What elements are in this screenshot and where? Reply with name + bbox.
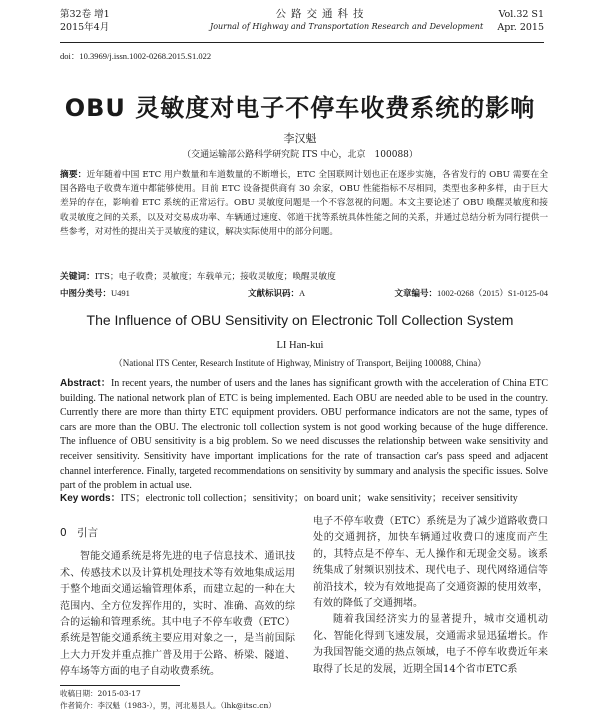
footnote-divider bbox=[60, 685, 180, 686]
classification-row bbox=[60, 287, 548, 300]
abstract-cn bbox=[60, 168, 548, 239]
author-en: LI Han-kui bbox=[276, 340, 324, 351]
title-cn: OBU 灵敏度对电子不停车收费系统的影响 bbox=[64, 94, 536, 122]
abstract-cn-text: 近年随着中国 ETC 用户数量和车道数量的不断增长，ETC 全国联网计划也正在逐步实施，各省发行的 OBU 需要在全国各路电子收费车道中都能够使用。目前 ETC 设备提供商有 30 余家，OBU 性能指标不尽相同，类型也多种多样，由于巨大差异的存在，影响着 ETC 系统的正常运行。OBU 灵敏度问题是一个不容忽视的问题。本文主要论述了 OBU 唤醒灵敏度和接收灵敏度之间的关系，以及对交易成功率、车辆通过速度、邻道干扰等系统具体性能之间的关系，并通过总结分析为同行提供一些参考，对对性的提出关于灵敏度的建议，解决实际使用中的部分问题。 bbox=[60, 170, 549, 237]
date-cn: 2015年4月 bbox=[60, 22, 110, 33]
abstract-cn-label: 摘要： bbox=[60, 170, 87, 180]
body-paragraph: 智能交通系统是将先进的电子信息技术、通讯技术、传感技术以及计算机处理技术等有效地集成运用于整个地面交通运输管理体系，而建立起的一种在大范围内、全方位发挥作用的，实时、准确、高效的综合的运输和管理系统。其中电子不停车收费（ETC）系统是智能交通系统主要应用对象之一，是当前国际上大力开发并重点推广普及用于公路、桥梁、隧道、停车场等方面的电子自动收费系统。 bbox=[60, 551, 295, 678]
keywords-en-text: ITS；electronic toll collection；sensitivity；on board unit；wake sensitivity；receiver sensitivity bbox=[120, 493, 518, 504]
article-number: 文章编号：1002-0268（2015）S1-0125-04 bbox=[394, 288, 548, 299]
body-paragraph: 随着我国经济实力的显著提升，城市交通机动化、智能化得到飞速发展，交通需求显迅猛增长。作为我国智能交通的热点领域，电子不停车收费近年来取得了长足的发展，近期全国14个省市ETC系 bbox=[313, 614, 548, 675]
footnote-received: 收稿日期：2015-03-17 bbox=[60, 689, 141, 698]
abstract-en bbox=[60, 377, 548, 494]
header-left bbox=[60, 8, 110, 34]
header-right bbox=[497, 8, 544, 34]
keywords-cn bbox=[60, 270, 548, 282]
body-paragraph: 电子不停车收费（ETC）系统是为了减少道路收费口处的交通拥挤，加快车辆通过收费口的速度而产生的，其特点是不停车、无人操作和无现金交易。该系统集成了射频识别技术、现代电子、现代网络通信等前沿技术，较为有效地提高了交通资源的使用效率，有效的降低了交通拥堵。 bbox=[313, 516, 548, 610]
abstract-en-text: In recent years, the number of users and the lanes has significant growth with the acceleration of China ETC building. The national network plan of ETC is being implemented. Each OBU are needed able to be used in the country. Currently there are more than thirty ETC equipment providers. OBU performance indicators are not the same, types of cars are more than the OBU. The electronic toll collection system is not good working because of the huge difference. The influence of OBU sensitivity is a big problem. So we need discusses the relationship between wake sensitivity and receiver sensitivity. Sensitivity have important implications for the rate of transaction car's pass speed and adjacent channel interference. Finally, targeted recommendations on sensitivity by summary and analysis the specific issues. Solve part of the problem in actual use. bbox=[60, 378, 548, 492]
abstract-en-label: Abstract： bbox=[60, 378, 111, 389]
volume-cn: 第32卷 增1 bbox=[60, 9, 110, 20]
date-en: Apr. 2015 bbox=[497, 22, 544, 33]
body-column-right bbox=[313, 514, 548, 678]
journal-name-cn: 公路交通科技 bbox=[275, 8, 369, 20]
header-journal bbox=[210, 8, 484, 33]
author-cn: 李汉魁 bbox=[283, 132, 317, 145]
running-header bbox=[60, 8, 544, 43]
journal-name-en: Journal of Highway and Transportation Research and Development bbox=[210, 22, 484, 31]
clc-number: 中图分类号：U491 bbox=[60, 288, 130, 299]
keywords-en bbox=[60, 489, 548, 504]
body-column-left bbox=[60, 525, 295, 681]
keywords-cn-text: ITS；电子收费；灵敏度；车载单元；接收灵敏度；唤醒灵敏度 bbox=[94, 272, 336, 282]
section-heading-intro: 0 引言 bbox=[60, 527, 99, 539]
footnote-author-bio: 作者简介：李汉魁（1983-），男，河北易县人。（lhk@itsc.cn） bbox=[60, 701, 276, 710]
affiliation-cn: （交通运输部公路科学研究院 ITS 中心，北京 100088） bbox=[182, 150, 418, 160]
affiliation-en: （National ITS Center, Research Institute of Highway, Ministry of Transport, Beijing 100088, China） bbox=[113, 358, 487, 368]
doi: doi：10.3969/j.issn.1002-0268.2015.S1.022 bbox=[60, 51, 212, 61]
keywords-en-label: Key words： bbox=[60, 493, 121, 504]
title-en: The Influence of OBU Sensitivity on Electronic Toll Collection System bbox=[86, 312, 514, 328]
keywords-cn-label: 关键词： bbox=[60, 272, 95, 282]
volume-en: Vol.32 S1 bbox=[498, 9, 544, 20]
document-code: 文献标识码：A bbox=[248, 288, 306, 299]
